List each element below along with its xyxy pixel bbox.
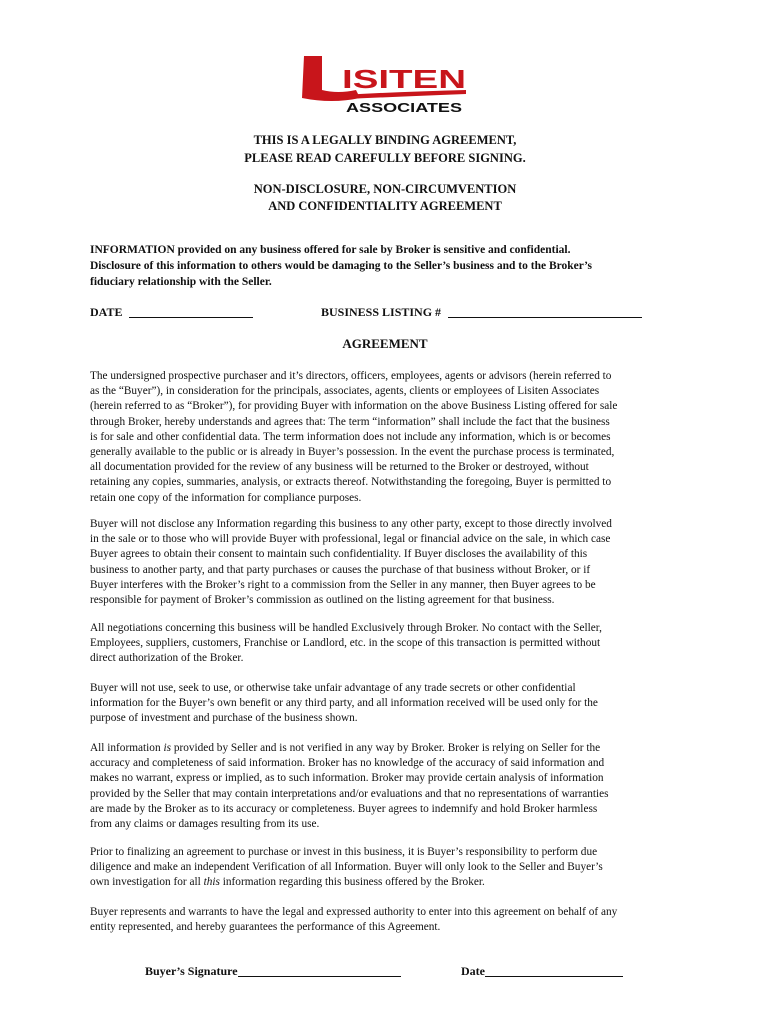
- paragraph-line: Buyer agrees to obtain their consent to maintain such confidentiality. If Buyer discloses the availability of this: [90, 548, 588, 561]
- paragraph-line: Buyer represents and warrants to have the legal and expressed authority to enter into this agreement on behalf of any: [90, 906, 618, 918]
- heading-line-1: THIS IS A LEGALLY BINDING AGREEMENT,: [253, 133, 517, 147]
- paragraph-line: Employees, suppliers, customers, Franchise or Landlord, etc. in the scope of this transaction is permitted without: [90, 637, 601, 650]
- paragraph-line: retain one copy of the information for compliance purposes.: [90, 491, 362, 504]
- paragraph-line: own investigation for all this information regarding this business offered by the Broker.: [90, 876, 485, 889]
- paragraph-line: all documentation provided for the review of any business will be returned to the Broker or destroyed, without: [90, 461, 589, 474]
- date-label: DATE: [90, 305, 123, 319]
- paragraph-line: The undersigned prospective purchaser and it’s directors, officers, employees, agents or advisors (herein referred to: [90, 370, 612, 382]
- date-blank-line[interactable]: [129, 305, 253, 318]
- paragraph-line: All information is provided by Seller and is not verified in any way by Broker. Broker is relying on Seller for the: [90, 742, 601, 754]
- paragraph-authority: [90, 905, 690, 935]
- business-listing-field: [321, 305, 642, 320]
- intro-line: fiduciary relationship with the Seller.: [90, 276, 272, 288]
- paragraph-line: from any claims or damages resulting from its use.: [90, 818, 320, 831]
- paragraph-line: retaining any copies, summaries, analysis, or extracts thereof. Notwithstanding the foregoing, Buyer is permitted to: [90, 476, 612, 489]
- paragraph-trade-secrets: [90, 681, 690, 727]
- paragraph-line: are made by the Broker as to its accuracy or completeness. Buyer agrees to indemnify and hold Broker harmless: [90, 802, 598, 815]
- paragraph-line: generally available to the public or is already in Buyer’s possession. In the event the purchase process is terminated,: [90, 446, 615, 459]
- paragraph-non-disclosure: [90, 517, 690, 608]
- paragraph-line: Buyer will not use, seek to use, or otherwise take unfair advantage of any trade secrets or other confidential: [90, 682, 576, 694]
- paragraph-line: accuracy and completeness of said information. Broker has no knowledge of the accuracy of said information and: [90, 757, 605, 770]
- paragraph-line: purpose of investment and purchase of the business shown.: [90, 712, 358, 725]
- agreement-name-line-2: AND CONFIDENTIALITY AGREEMENT: [268, 199, 502, 213]
- paragraph-line: through Broker, hereby understands and agrees that: The term “information” shall include the fact that the business: [90, 415, 610, 428]
- paragraph-line: Prior to finalizing an agreement to purchase or invest in this business, it is Buyer’s responsibility to perform due: [90, 846, 598, 858]
- buyer-signature-blank-line[interactable]: [238, 964, 401, 977]
- logo-subtitle-text: ASSOCIATES: [346, 100, 463, 115]
- paragraph-line: provided by the Seller that may contain interpretations and/or evaluations and that no representations of warranties: [90, 787, 609, 800]
- paragraph-line: responsible for payment of Broker’s commission as outlined on the listing agreement for that business.: [90, 594, 555, 607]
- paragraph-line: diligence and make an independent Verification of all Information. Buyer will only look to the Seller and Buyer’s: [90, 861, 603, 874]
- heading-line-2: PLEASE READ CAREFULLY BEFORE SIGNING.: [244, 151, 526, 165]
- signature-date-blank-line[interactable]: [485, 964, 623, 977]
- signature-date-field: [461, 964, 623, 979]
- agreement-title: AGREEMENT: [342, 336, 428, 351]
- paragraph-line: is for sale and other confidential data. The term information does not include any information, which is or becomes: [90, 430, 611, 443]
- agreement-name-line-1: NON-DISCLOSURE, NON-CIRCUMVENTION: [253, 182, 517, 196]
- buyer-signature-label: Buyer’s Signature: [145, 964, 238, 978]
- signature-date-label: Date: [461, 964, 485, 978]
- paragraph-line: in the sale or to those who will provide Buyer with professional, legal or financial advice on the sale, in which case: [90, 533, 611, 546]
- paragraph-line: Buyer will not disclose any Information regarding this business to any other party, except to those directly involved: [90, 518, 612, 530]
- paragraph-line: All negotiations concerning this business will be handled Exclusively through Broker. No contact with the Seller,: [90, 622, 602, 634]
- business-listing-blank-line[interactable]: [448, 305, 642, 318]
- date-field: [90, 305, 253, 320]
- paragraph-line: (herein referred to as “Broker”), for providing Buyer with information on the above Business Listing offered for sale: [90, 400, 618, 413]
- intro-line: INFORMATION provided on any business offered for sale by Broker is sensitive and confidential.: [90, 244, 571, 256]
- paragraph-definitions: [90, 369, 690, 506]
- logo-name-text: ISITEN: [342, 64, 466, 94]
- paragraph-line: direct authorization of the Broker.: [90, 652, 244, 665]
- paragraph-line: business to another party, and that party purchases or causes the purchase of that business without Broker, or if: [90, 563, 591, 576]
- paragraph-line: entity represented, and hereby guarantees the performance of this Agreement.: [90, 921, 441, 934]
- paragraph-line: as the “Buyer”), in consideration for the principals, associates, agents, clients or employees of Lisiten Associates: [90, 385, 600, 398]
- paragraph-negotiations: [90, 621, 690, 667]
- paragraph-disclaimer: [90, 741, 690, 832]
- intro-notice: [90, 242, 690, 290]
- paragraph-line: Buyer interferes with the Broker’s right to a commission from the Seller in any manner, then Buyer agrees to be: [90, 578, 596, 591]
- paragraph-line: information for the Buyer’s own benefit or any third party, and all information received will be used only for the: [90, 697, 598, 710]
- buyer-signature-field: [145, 964, 401, 979]
- business-listing-label: BUSINESS LISTING #: [321, 305, 442, 319]
- paragraph-line: makes no warrant, express or implied, as to such information. Broker may provide certain analysis of information: [90, 772, 604, 785]
- paragraph-due-diligence: [90, 845, 690, 891]
- lisiten-associates-logo: [298, 50, 470, 116]
- intro-line: Disclosure of this information to others would be damaging to the Seller’s business and to the Broker’s: [90, 260, 592, 272]
